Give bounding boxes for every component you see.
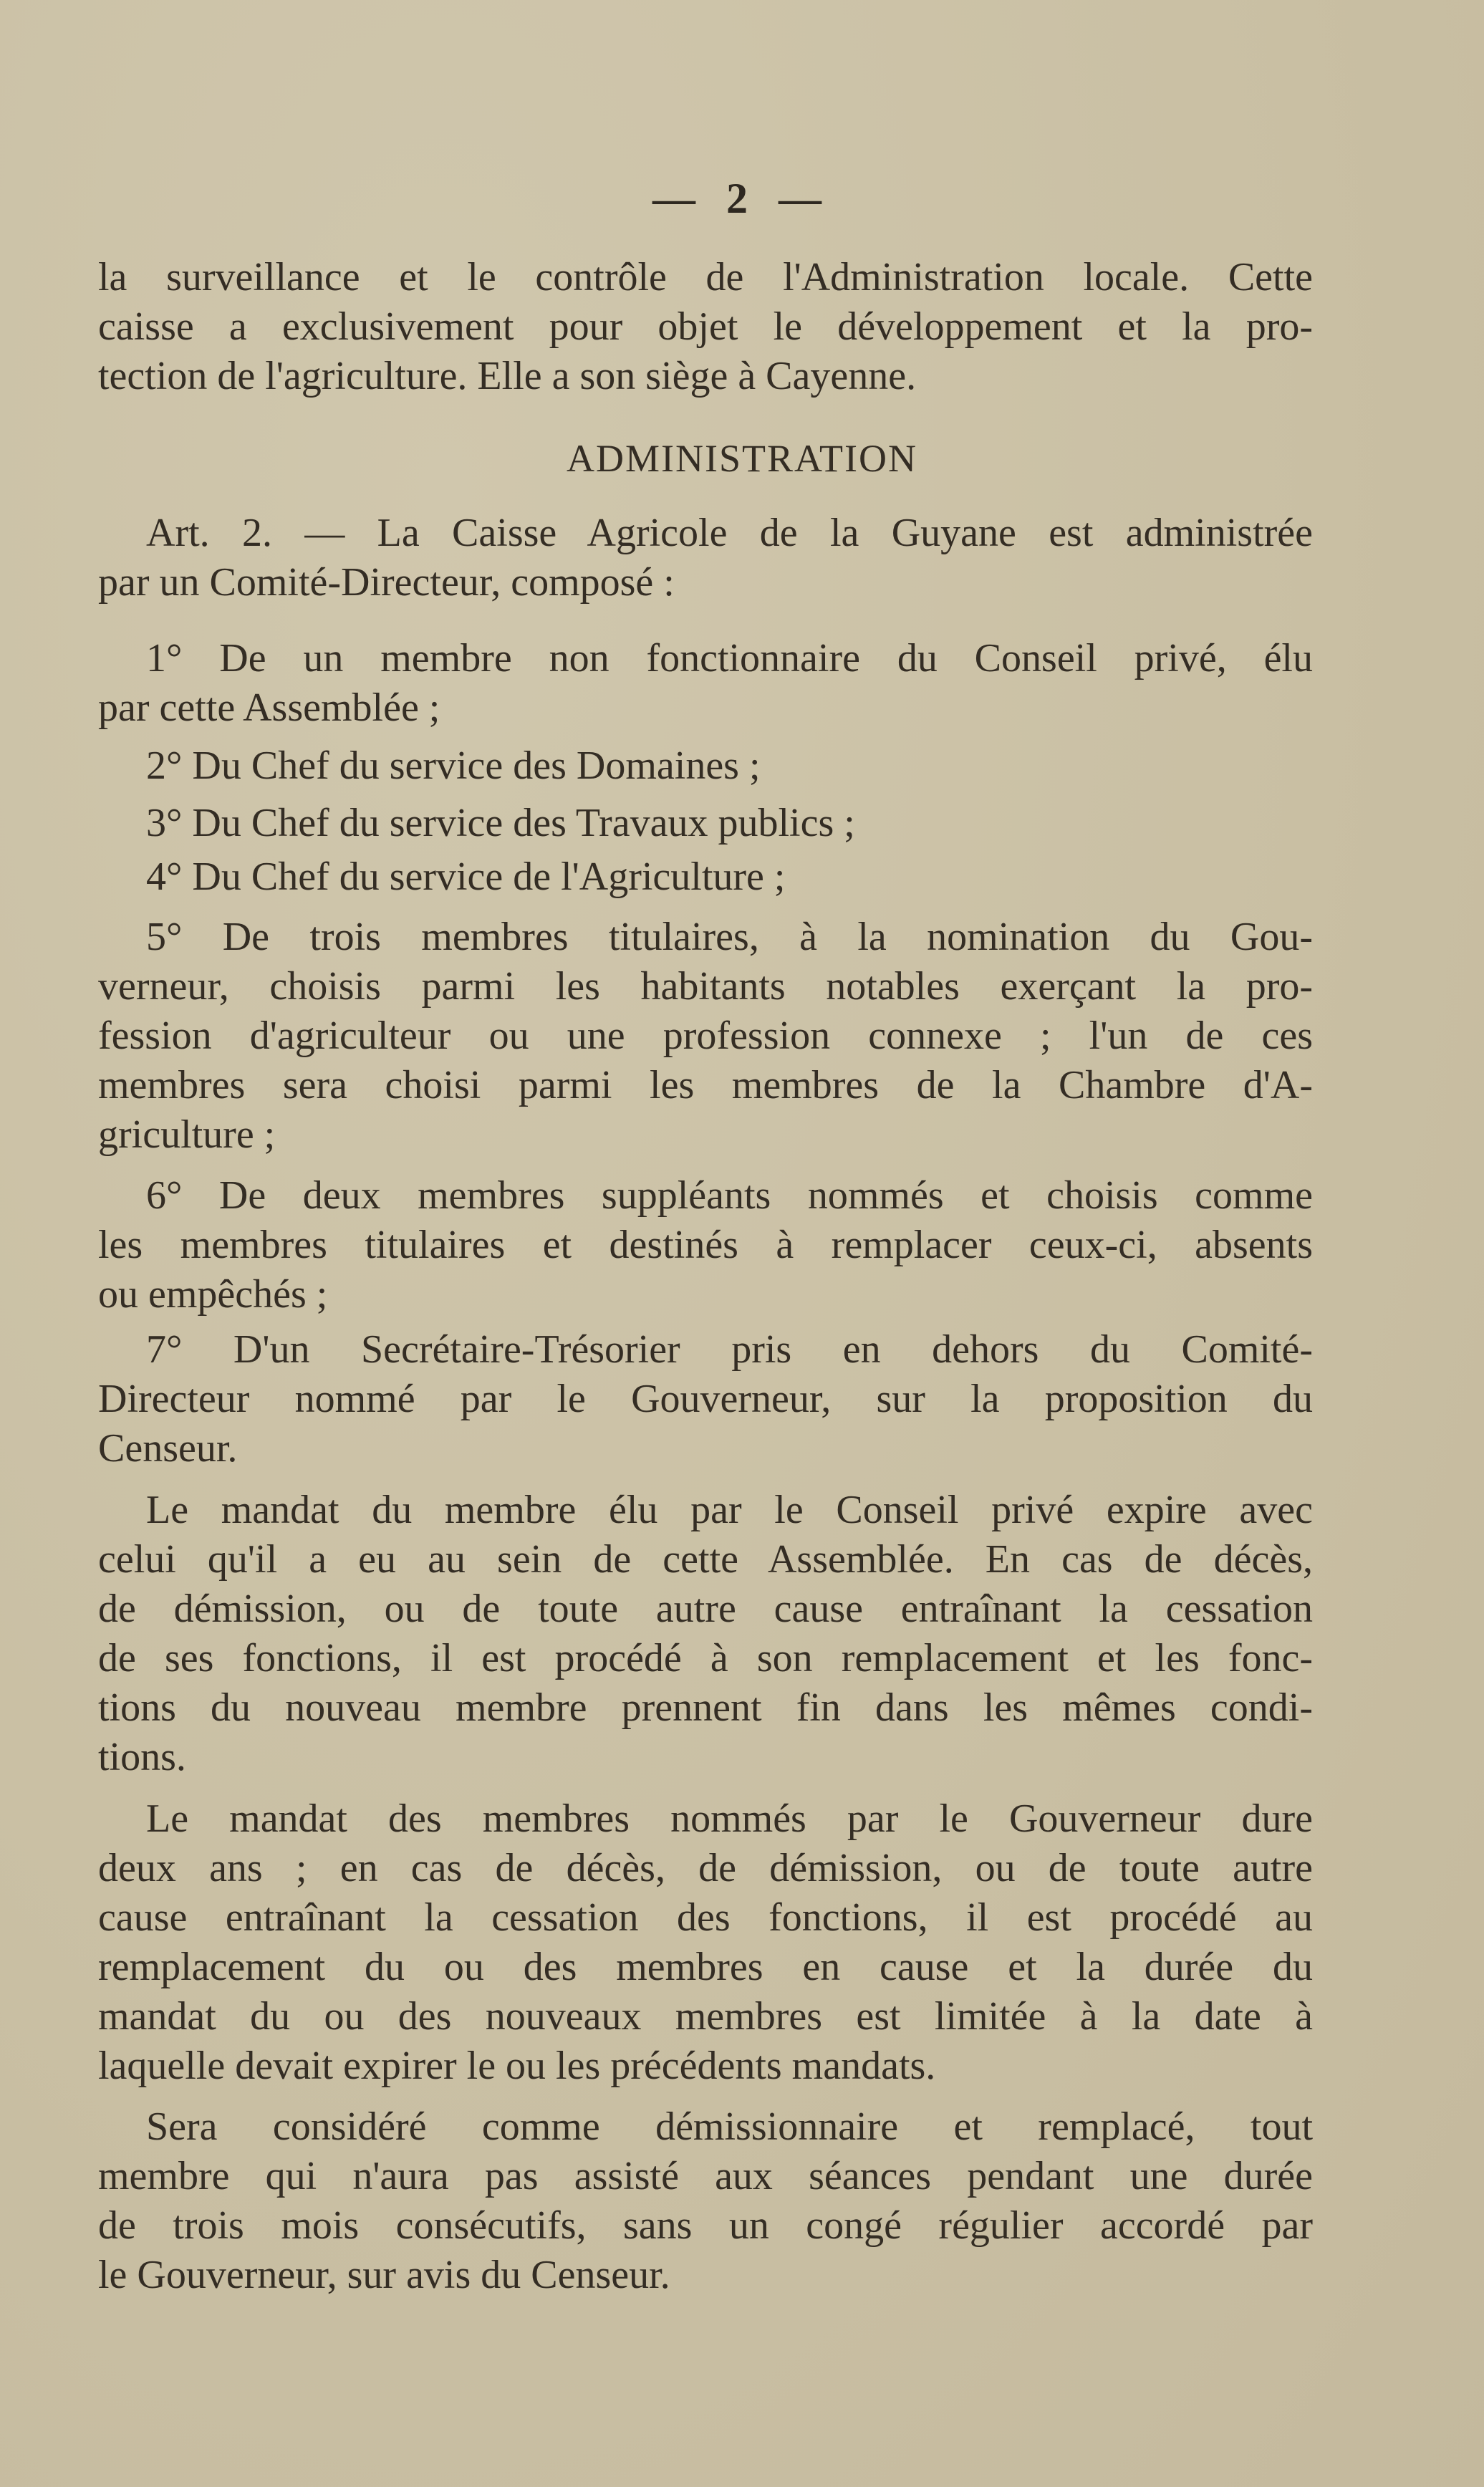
- text-line: verneur, choisis parmi les habitants notables exerçant la pro-: [98, 964, 1313, 1009]
- text-line: mandat du ou des nouveaux membres est limitée à la date à: [98, 1994, 1313, 2039]
- text-line: de trois mois consécutifs, sans un congé régulier accordé par: [98, 2203, 1313, 2248]
- text-line: tions du nouveau membre prennent fin dans les mêmes condi-: [98, 1685, 1313, 1730]
- text-line: ou empêchés ;: [98, 1272, 328, 1317]
- paragraph: [98, 2102, 1313, 2300]
- text-line: Directeur nommé par le Gouverneur, sur la proposition du: [98, 1377, 1313, 1421]
- text-line: caisse a exclusivement pour objet le développement et la pro-: [98, 304, 1313, 349]
- paragraph: [98, 799, 1313, 848]
- text-line: Le mandat des membres nommés par le Gouverneur dure: [146, 1796, 1313, 1841]
- paragraph: [98, 634, 1313, 733]
- paragraph: [98, 509, 1313, 607]
- text-line: tection de l'agriculture. Elle a son siège à Cayenne.: [98, 354, 917, 398]
- text-line: 1° De un membre non fonctionnaire du Conseil privé, élu: [146, 636, 1313, 680]
- text-line: Censeur.: [98, 1426, 238, 1471]
- section-heading: ADMINISTRATION: [567, 437, 917, 480]
- text-line: 4° Du Chef du service de l'Agriculture ;: [146, 855, 786, 899]
- text-line: de démission, ou de toute autre cause entraînant la cessation: [98, 1587, 1313, 1631]
- paragraph: [98, 741, 1313, 791]
- text-line: laquelle devait expirer le ou les précédents mandats.: [98, 2044, 936, 2088]
- paragraph: [98, 1325, 1313, 1473]
- text-line: tions.: [98, 1735, 186, 1779]
- text-line: 6° De deux membres suppléants nommés et choisis comme: [146, 1173, 1313, 1218]
- page-number: — 2 —: [652, 175, 832, 222]
- paragraph: [98, 1171, 1313, 1319]
- text-line: membre qui n'aura pas assisté aux séances pendant une durée: [98, 2154, 1313, 2198]
- paragraph: [98, 1486, 1313, 1782]
- text-line: Art. 2. — La Caisse Agricole de la Guyane est administrée: [146, 511, 1313, 555]
- paragraph: [98, 913, 1313, 1160]
- text-line: par un Comité-Directeur, composé :: [98, 560, 675, 605]
- text-line: les membres titulaires et destinés à remplacer ceux-ci, absents: [98, 1223, 1313, 1267]
- paragraph: [98, 852, 1313, 902]
- text-line: 2° Du Chef du service des Domaines ;: [146, 744, 761, 788]
- text-line: remplacement du ou des membres en cause et la durée du: [98, 1945, 1313, 1989]
- text-line: 5° De trois membres titulaires, à la nomination du Gou-: [146, 915, 1313, 959]
- text-line: par cette Assemblée ;: [98, 686, 440, 730]
- text-line: Le mandat du membre élu par le Conseil privé expire avec: [146, 1488, 1313, 1532]
- paragraph: [98, 1794, 1313, 2091]
- text-line: griculture ;: [98, 1112, 276, 1157]
- text-line: le Gouverneur, sur avis du Censeur.: [98, 2253, 670, 2297]
- text-line: celui qu'il a eu au sein de cette Assemblée. En cas de décès,: [98, 1537, 1313, 1582]
- text-line: membres sera choisi parmi les membres de la Chambre d'A-: [98, 1063, 1313, 1107]
- text-line: 3° Du Chef du service des Travaux publics ;: [146, 801, 855, 845]
- text-line: de ses fonctions, il est procédé à son remplacement et les fonc-: [98, 1636, 1313, 1680]
- text-line: 7° D'un Secrétaire-Trésorier pris en dehors du Comité-: [146, 1327, 1313, 1372]
- text-line: deux ans ; en cas de décès, de démission, ou de toute autre: [98, 1846, 1313, 1890]
- paragraph: [98, 253, 1313, 401]
- text-line: la surveillance et le contrôle de l'Administration locale. Cette: [98, 255, 1313, 299]
- text-line: Sera considéré comme démissionnaire et remplacé, tout: [146, 2104, 1313, 2149]
- text-line: fession d'agriculteur ou une profession connexe ; l'un de ces: [98, 1014, 1313, 1058]
- text-line: cause entraînant la cessation des fonctions, il est procédé au: [98, 1895, 1313, 1940]
